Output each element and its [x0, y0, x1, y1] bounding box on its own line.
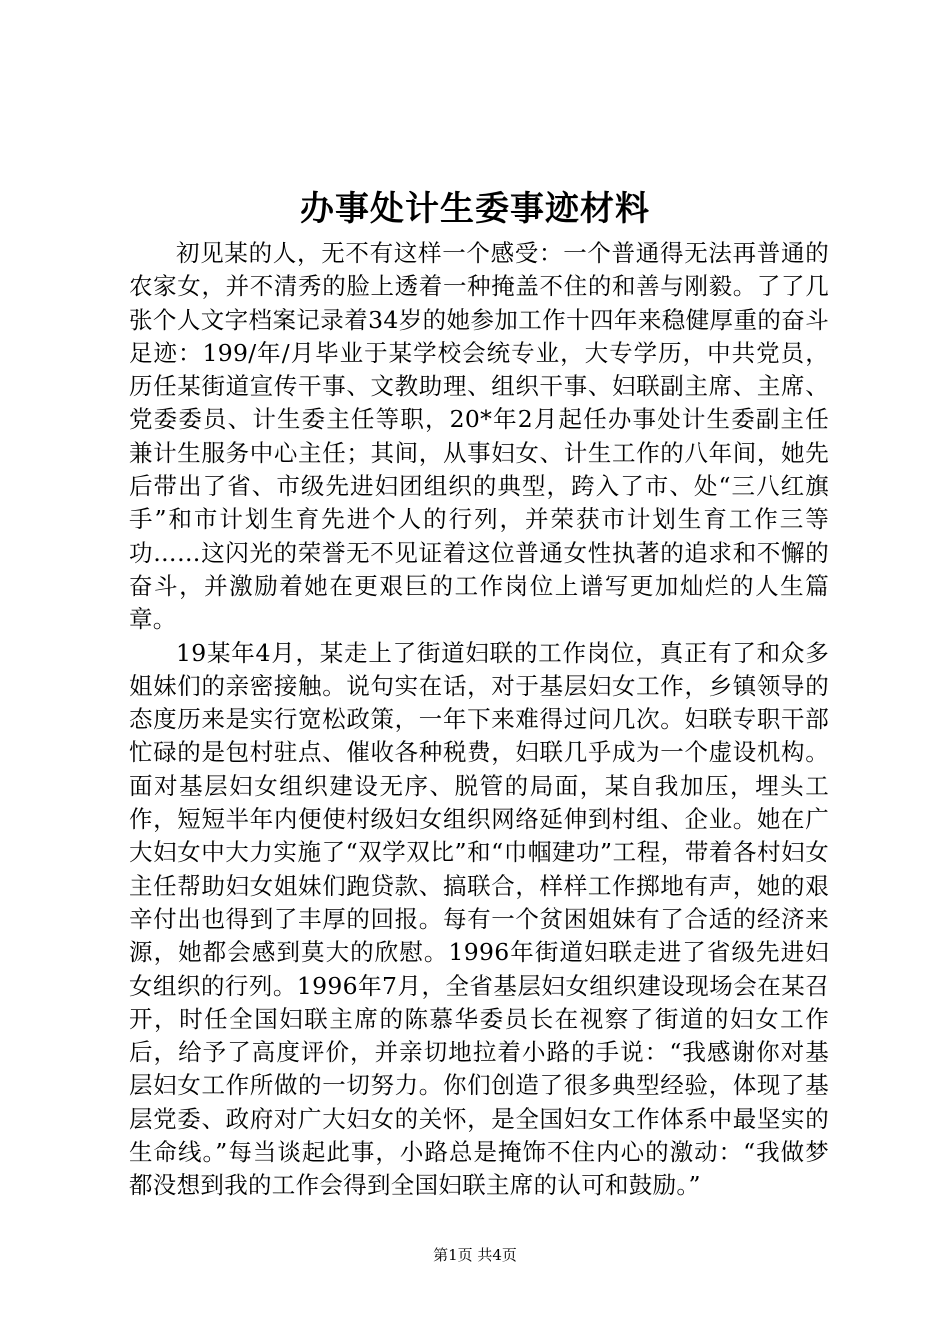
- paragraph-2: 19某年4月，某走上了街道妇联的工作岗位，真正有了和众多姐妹们的亲密接触。说句实在话，对于基层妇女工作，乡镇领导的态度历来是实行宽松政策，一年下来难得过问几次。妇联专职干部忙碌的是包村驻点、催收各种税费，妇联几乎成为一个虚设机构。面对基层妇女组织建设无序、脱管的局面，某自我加压，埋头工作，短短半年内便使村级妇女组织网络延伸到村组、企业。她在广大妇女中大力实施了“双学双比”和“巾帼建功”工程，带着各村妇女主任帮助妇女姐妹们跑贷款、搞联合，样样工作掷地有声，她的艰辛付出也得到了丰厚的回报。每有一个贫困姐妹有了合适的经济来源，她都会感到莫大的欣慰。1996年街道妇联走进了省级先进妇女组织的行列。1996年7月，全省基层妇女组织建设现场会在某召开，时任全国妇联主席的陈慕华委员长在视察了街道的妇女工作后，给予了高度评价，并亲切地拉着小路的手说：“我感谢你对基层妇女工作所做的一切努力。你们创造了很多典型经验，体现了基层党委、政府对广大妇女的关怀，是全国妇女工作体系中最坚实的生命线。”每当谈起此事，小路总是掩饰不住内心的激动：“我做梦都没想到我的工作会得到全国妇联主席的认可和鼓励。”: [129, 638, 829, 1200]
- document-body: [129, 237, 829, 1203]
- page-number-footer: 第1页 共4页: [433, 1246, 517, 1264]
- document-title: 办事处计生委事迹材料: [300, 189, 650, 229]
- paragraph-1: 初见某的人，无不有这样一个感受：一个普通得无法再普通的农家女，并不清秀的脸上透着一种掩盖不住的和善与刚毅。了了几张个人文字档案记录着34岁的她参加工作十四年来稳健厚重的奋斗足迹：199/年/月毕业于某学校会统专业，大专学历，中共党员，历任某街道宣传干事、文教助理、组织干事、妇联副主席、主席、党委委员、计生委主任等职，20*年2月起任办事处计生委副主任兼计生服务中心主任；其间，从事妇女、计生工作的八年间，她先后带出了省、市级先进妇团组织的典型，跨入了市、处“三八红旗手”和市计划生育先进个人的行列，并荣获市计划生育工作三等功……这闪光的荣誉无不见证着这位普通女性执著的追求和不懈的奋斗，并激励着她在更艰巨的工作岗位上谱写更加灿烂的人生篇章。: [129, 239, 829, 634]
